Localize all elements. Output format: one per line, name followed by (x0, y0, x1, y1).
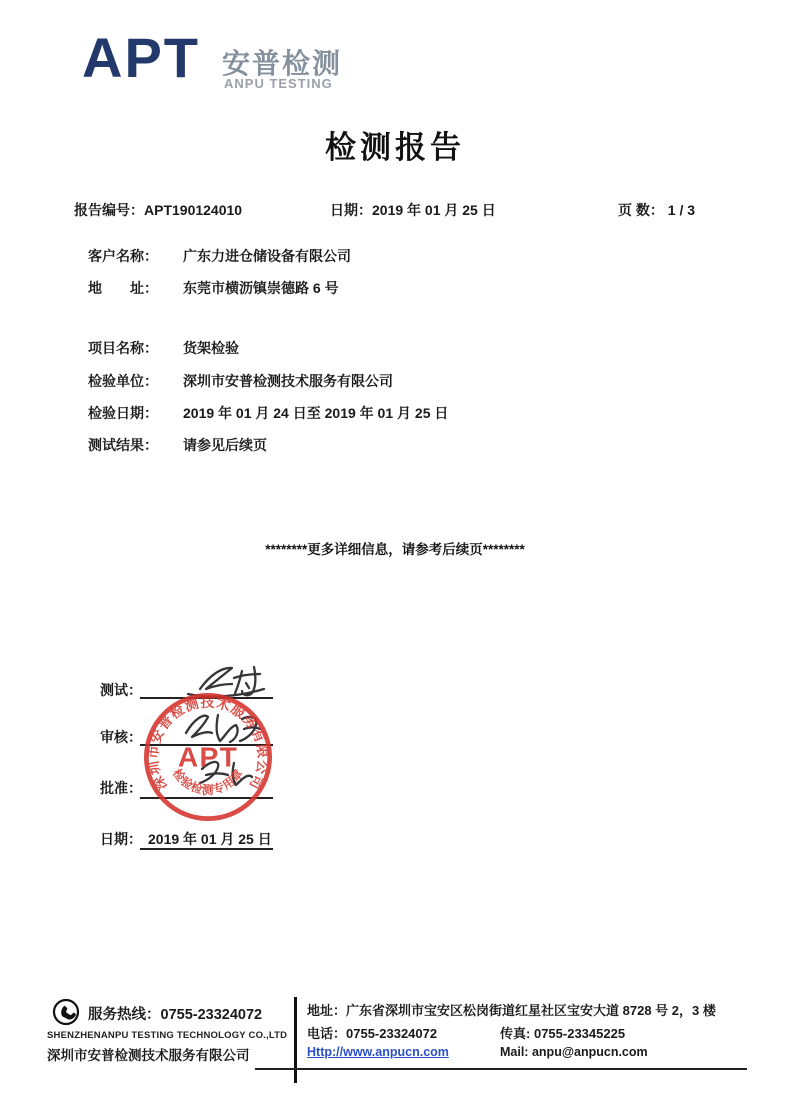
footer-fax-value: 0755-23345225 (533, 1026, 626, 1041)
footer-tel (307, 1023, 437, 1042)
inspection-unit-label: 检验单位： (88, 373, 158, 389)
client-name-value: 广东力进仓储设备有限公司 (183, 248, 351, 264)
stamp-center-text: APT (177, 741, 239, 773)
client-address-value: 东莞市横沥镇崇德路 6 号 (183, 280, 339, 296)
footer-fax-label: 传真: (500, 1026, 531, 1041)
inspection-date-value: 2019 年 01 月 24 日至 2019 年 01 月 25 日 (183, 405, 449, 421)
footer-mail-label: Mail: (500, 1045, 529, 1059)
page-count (618, 200, 695, 220)
inspection-unit-value: 深圳市安普检测技术服务有限公司 (183, 373, 393, 389)
test-result-value: 请参见后续页 (183, 437, 267, 453)
company-stamp (141, 690, 275, 824)
page-count-label: 页 数： (618, 202, 664, 218)
footer-address-value: 广东省深圳市宝安区松岗街道红星社区宝安大道 8728 号 2，3 楼 (346, 1003, 716, 1018)
stamp-bottom-text: 检验检测专用章 (169, 766, 247, 797)
report-date-label: 日期： (330, 202, 372, 218)
footer-tel-value: 0755-23324072 (346, 1026, 438, 1041)
footer-company-cn: 深圳市安普检测技术服务有限公司 (47, 1048, 250, 1063)
logo-chinese-name: 安普检测 (222, 48, 343, 79)
logo-english-name: ANPU TESTING (224, 76, 333, 91)
reviewer-label: 审核： (100, 729, 142, 745)
sign-date-value: 2019 年 01 月 25 日 (148, 831, 272, 847)
report-number (74, 200, 242, 220)
report-number-value: APT190124010 (144, 202, 243, 218)
report-date-value: 2019 年 01 月 25 日 (372, 202, 496, 218)
website-link[interactable]: Http://www.anpucn.com (307, 1045, 449, 1059)
inspection-date-label: 检验日期： (88, 405, 158, 421)
page-count-value: 1 / 3 (667, 202, 696, 218)
service-hotline-label: 服务热线： (88, 1007, 161, 1023)
report-number-label: 报告编号： (74, 202, 144, 218)
footer-company-en: SHENZHENANPU TESTING TECHNOLOGY CO.,LTD (47, 1030, 288, 1041)
test-result-label: 测试结果： (88, 437, 158, 453)
footer-address (307, 1000, 716, 1019)
stamp-ring-text: 深圳市安普检测技术服务有限公司 (145, 694, 271, 793)
project-name-label: 项目名称： (88, 340, 158, 356)
footer-address-label: 地址： (307, 1003, 347, 1018)
client-name-label: 客户名称： (88, 248, 158, 264)
footer-vertical-divider (294, 997, 297, 1083)
service-hotline-number: 0755-23324072 (160, 1007, 263, 1023)
footer-horizontal-rule (255, 1068, 747, 1070)
footer-mail (500, 1045, 648, 1059)
project-name-value: 货架检验 (183, 340, 239, 356)
more-info-note: ********更多详细信息，请参考后续页******** (265, 542, 525, 557)
report-date (330, 200, 496, 220)
phone-icon (52, 998, 80, 1026)
sign-date-label: 日期： (100, 831, 142, 847)
footer-website (307, 1045, 449, 1059)
client-address-label: 地 址： (88, 280, 158, 296)
approver-label: 批准： (100, 780, 142, 796)
sign-date-line (140, 848, 273, 850)
footer-mail-value: anpu@anpucn.com (531, 1045, 648, 1059)
apt-logo: APT (82, 26, 200, 89)
footer-fax (500, 1023, 625, 1042)
service-hotline (88, 1003, 262, 1024)
footer-tel-label: 电话： (307, 1026, 347, 1041)
page-title: 检测报告 (325, 130, 465, 165)
tester-label: 测试： (100, 682, 142, 698)
